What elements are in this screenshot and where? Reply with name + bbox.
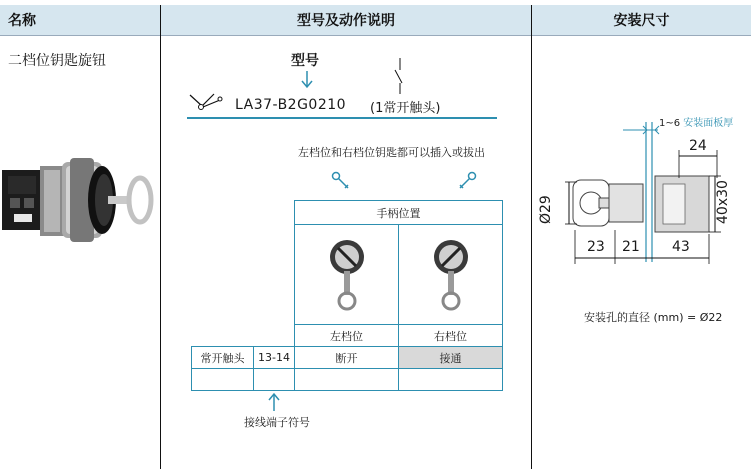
contact-note: (1常开触头) (370, 101, 441, 116)
model-code: LA37-B2G0210 (235, 97, 347, 113)
positions-table (191, 200, 503, 391)
right-state: 接通 (399, 347, 503, 369)
column-divider-1 (160, 5, 161, 469)
mounting-hole-note: 安装孔的直径 (mm) = Ø22 (584, 311, 723, 324)
key-right-icon (456, 170, 478, 194)
left-state: 断开 (295, 347, 399, 369)
dim-43: 43 (672, 239, 690, 255)
header-model: 型号及动作说明 (161, 5, 531, 35)
model-label: 型号 (291, 53, 319, 69)
key-selector-symbol-icon (188, 90, 224, 112)
column-divider-2 (531, 5, 532, 469)
left-position-label: 左档位 (295, 325, 399, 347)
contact-row-label: 常开触头 (192, 347, 254, 369)
empty-cell (295, 369, 399, 391)
empty-cell (399, 369, 503, 391)
left-knob-icon (322, 233, 372, 313)
empty-cell (254, 369, 295, 391)
model-underline (187, 117, 497, 119)
dim-40x30: 40x30 (715, 180, 731, 224)
key-left-icon (330, 170, 352, 194)
dim-21: 21 (622, 239, 640, 255)
wiring-symbol-label: 接线端子符号 (244, 416, 310, 429)
header-name: 名称 (0, 5, 160, 35)
right-position-label: 右档位 (399, 325, 503, 347)
right-knob-icon (426, 233, 476, 313)
terminal-number: 13-14 (254, 347, 295, 369)
empty-cell (192, 369, 254, 391)
left-position-diagram (295, 225, 399, 325)
handle-position-header: 手柄位置 (295, 201, 503, 225)
dim-23: 23 (587, 239, 605, 255)
dim-24: 24 (689, 138, 707, 154)
header-dimensions: 安装尺寸 (532, 5, 751, 35)
product-name: 二档位钥匙旋钮 (8, 53, 106, 69)
right-position-diagram (399, 225, 503, 325)
dim-diameter-29: Ø29 (538, 195, 554, 224)
arrow-down-icon (300, 70, 314, 90)
product-photo (0, 140, 160, 250)
key-insert-note: 左档位和右档位钥匙都可以插入或拔出 (298, 146, 485, 159)
header-bottom-border (0, 35, 751, 36)
arrow-up-icon (267, 392, 281, 412)
panel-thickness-text: 安装面板厚 (683, 118, 734, 129)
contact-symbol-icon (390, 56, 410, 96)
panel-thickness-range: 1~6 (659, 118, 681, 129)
